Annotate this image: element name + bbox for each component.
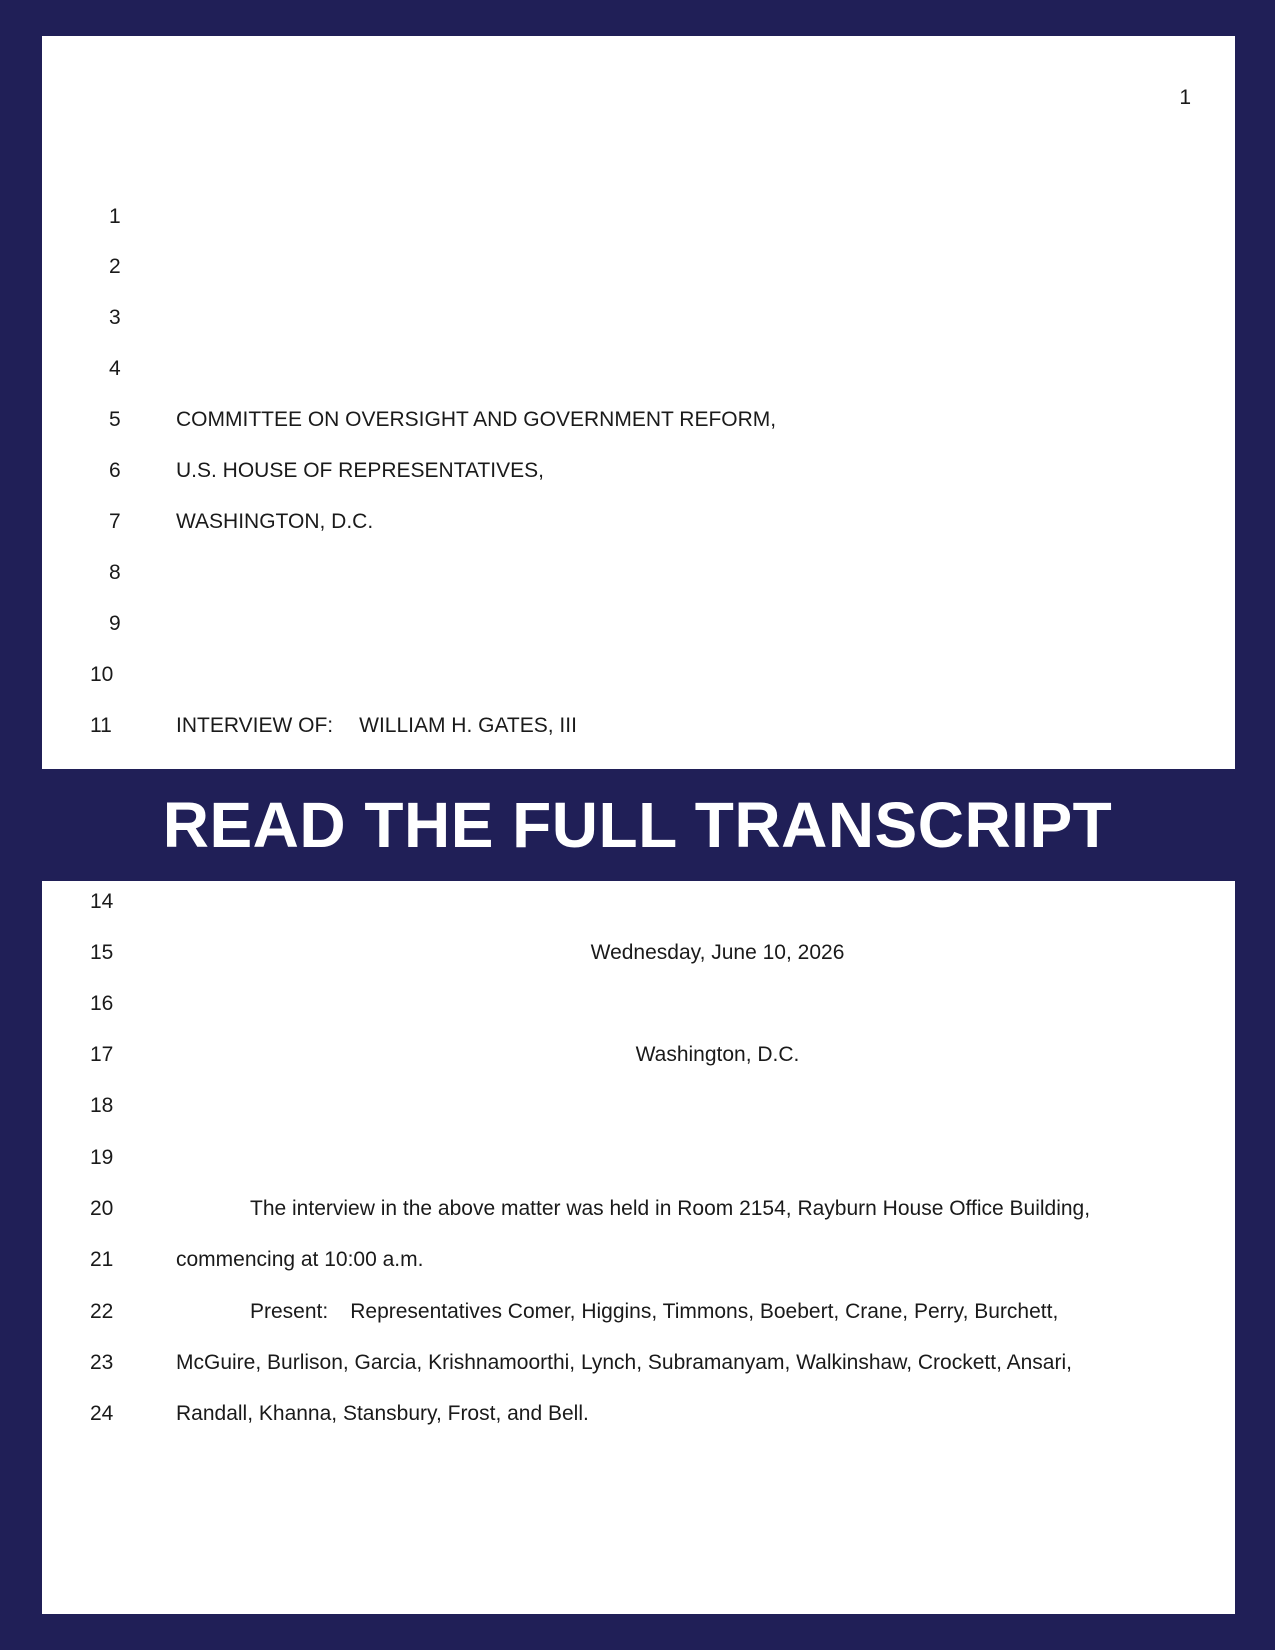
transcript-line [42, 558, 1235, 588]
transcript-line [42, 1399, 1235, 1429]
transcript-line [42, 1091, 1235, 1121]
transcript-line [42, 1143, 1235, 1173]
line-number: 19 [90, 1146, 114, 1169]
line-number: 10 [90, 663, 114, 686]
interview-of-line [176, 711, 1186, 741]
present-members: Representatives Comer, Higgins, Timmons, Boebert, Crane, Perry, Burchett, [350, 1300, 1059, 1323]
transcript-page-top [42, 36, 1235, 769]
line-number: 22 [90, 1300, 114, 1323]
transcript-page-bottom [42, 881, 1235, 1614]
transcript-line [42, 1245, 1235, 1275]
line-number: 15 [90, 941, 114, 964]
line-number: 4 [109, 357, 121, 380]
line-number: 14 [90, 890, 114, 913]
line-number: 24 [90, 1402, 114, 1425]
transcript-line [42, 1348, 1235, 1378]
transcript-line [42, 405, 1235, 435]
transcript-line [42, 252, 1235, 282]
present-line [250, 1297, 1260, 1327]
paragraph-text: McGuire, Burlison, Garcia, Krishnamoorthi, Lynch, Subramanyam, Walkinshaw, Crockett, Ansari, [176, 1351, 1072, 1374]
line-number: 6 [109, 459, 121, 482]
transcript-line [42, 1297, 1235, 1327]
paragraph-text: commencing at 10:00 a.m. [176, 1248, 424, 1271]
transcript-line [42, 456, 1235, 486]
line-number: 20 [90, 1197, 114, 1220]
line-number: 11 [90, 714, 112, 737]
line-number: 9 [109, 612, 121, 635]
committee-name: COMMITTEE ON OVERSIGHT AND GOVERNMENT REFORM, [176, 408, 777, 431]
transcript-line [42, 711, 1235, 741]
transcript-line [42, 938, 1235, 968]
line-number: 1 [109, 205, 121, 228]
transcript-line [42, 303, 1235, 333]
line-number: 18 [90, 1094, 114, 1117]
transcript-line [42, 989, 1235, 1019]
paragraph-text: Randall, Khanna, Stansbury, Frost, and Bell. [176, 1402, 589, 1425]
line-number: 7 [109, 510, 121, 533]
transcript-line [42, 202, 1235, 232]
line-number: 3 [109, 306, 121, 329]
transcript-line [42, 354, 1235, 384]
read-full-transcript-link[interactable]: READ THE FULL TRANSCRIPT [162, 789, 1113, 861]
interview-of-label: INTERVIEW OF: [176, 714, 334, 737]
page-number: 1 [1179, 86, 1191, 109]
line-number: 23 [90, 1351, 114, 1374]
transcript-line [42, 887, 1235, 917]
location-line: WASHINGTON, D.C. [176, 510, 374, 533]
transcript-line [42, 660, 1235, 690]
interviewee-name: WILLIAM H. GATES, III [359, 714, 577, 737]
paragraph-text: The interview in the above matter was held in Room 2154, Rayburn House Office Building, [250, 1197, 1091, 1220]
line-number: 21 [90, 1248, 114, 1271]
line-number: 16 [90, 992, 114, 1015]
hearing-date: Wednesday, June 10, 2026 [590, 941, 845, 964]
line-number: 5 [109, 408, 121, 431]
chamber-name: U.S. HOUSE OF REPRESENTATIVES, [176, 459, 544, 482]
present-label: Present: [250, 1300, 329, 1323]
line-number: 17 [90, 1043, 114, 1066]
transcript-line [42, 1194, 1235, 1224]
transcript-line [42, 507, 1235, 537]
transcript-line [42, 1040, 1235, 1070]
line-number: 2 [109, 255, 121, 278]
transcript-line [42, 609, 1235, 639]
hearing-location: Washington, D.C. [635, 1043, 800, 1066]
line-number: 8 [109, 561, 121, 584]
